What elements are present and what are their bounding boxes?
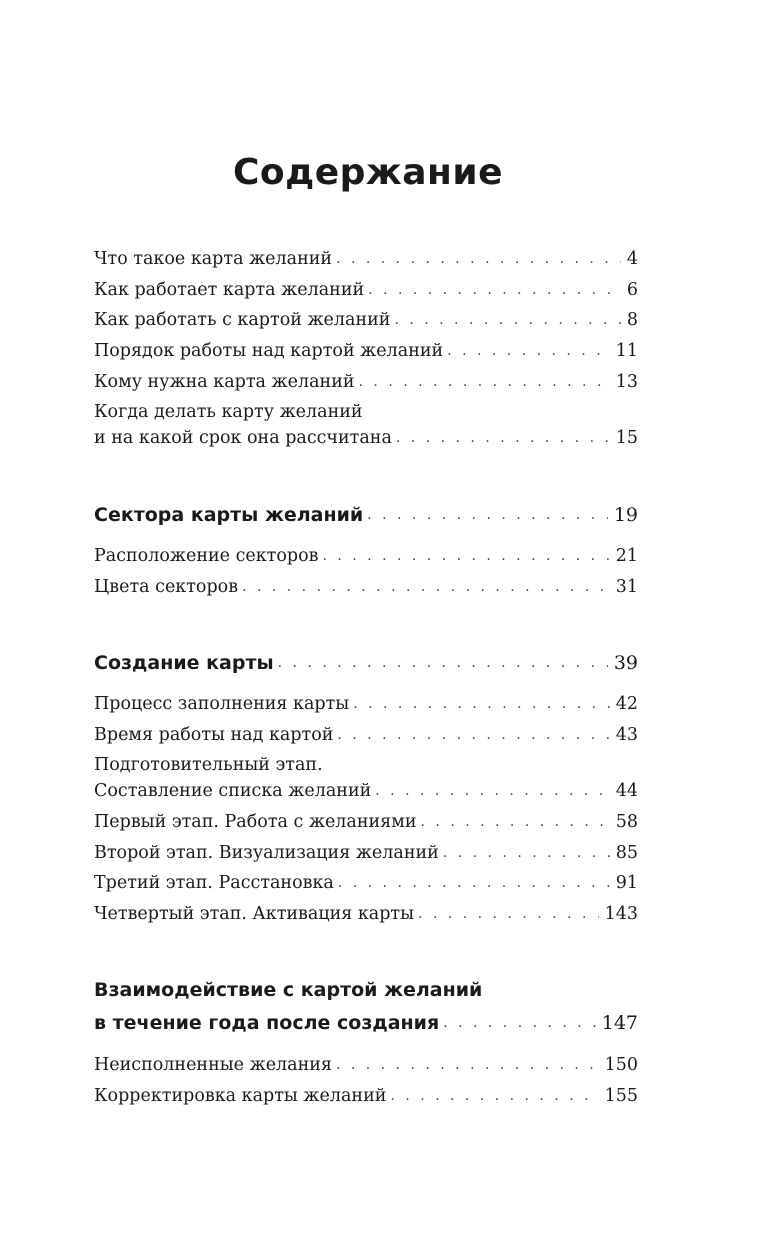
toc-entry-page: 4	[626, 249, 638, 269]
toc-entry-label: Неисполненные желания	[94, 1055, 332, 1075]
leader-dots	[359, 371, 610, 393]
toc-section-title: Создание карты	[94, 652, 274, 674]
toc-entry-page: 85	[615, 843, 638, 863]
page-title: Содержание	[232, 152, 504, 194]
toc-entry[interactable]	[94, 545, 638, 567]
toc-entry[interactable]	[94, 427, 638, 449]
toc-entry[interactable]	[94, 842, 638, 864]
leader-dots	[336, 1054, 599, 1076]
toc-entry-page: 13	[615, 372, 638, 392]
toc-entry[interactable]	[94, 279, 638, 301]
leader-dots	[368, 279, 621, 301]
leader-dots	[418, 903, 599, 925]
toc-entry-page: 39	[613, 652, 638, 674]
toc-entry-label-line1: Подготовительный этап.	[94, 755, 323, 775]
toc-entry-label: Кому нужна карта желаний	[94, 372, 355, 392]
leader-dots	[421, 811, 610, 833]
toc-entry-label: Второй этап. Визуализация желаний	[94, 843, 439, 863]
leader-dots	[353, 693, 610, 715]
toc-section-heading[interactable]	[94, 504, 638, 526]
toc-entry[interactable]	[94, 780, 638, 802]
toc-entry-label: Как работает карта желаний	[94, 280, 365, 300]
toc-entry-page: 8	[626, 310, 638, 330]
toc-entry-page: 6	[626, 280, 638, 300]
leader-dots	[338, 872, 610, 894]
leader-dots	[375, 780, 609, 802]
toc-entry-label: Третий этап. Расстановка	[94, 873, 334, 893]
toc-entry-label: Расположение секторов	[94, 546, 319, 566]
toc-entry[interactable]	[94, 811, 638, 833]
leader-dots	[396, 427, 610, 449]
leader-dots	[278, 652, 608, 674]
toc-section-title: Сектора карты желаний	[94, 504, 364, 526]
toc-entry-page: 19	[613, 504, 638, 526]
toc-entry-label: Первый этап. Работа с желаниями	[94, 812, 417, 832]
toc-entry-page: 147	[601, 1012, 638, 1034]
toc-entry-page: 143	[604, 904, 638, 924]
toc-entry[interactable]	[94, 724, 638, 746]
toc-entry-label: Четвертый этап. Активация карты	[94, 904, 415, 924]
toc-entry[interactable]	[94, 693, 638, 715]
toc-entry[interactable]	[94, 371, 638, 393]
toc-entry-page: 43	[615, 725, 638, 745]
toc-entry-label: Порядок работы над картой желаний	[94, 341, 444, 361]
toc-entry[interactable]	[94, 248, 638, 270]
toc-entry-label-line1: Когда делать карту желаний	[94, 402, 363, 422]
toc-entry-label: Цвета секторов	[94, 577, 239, 597]
toc-entry-page: 31	[615, 577, 638, 597]
leader-dots	[322, 545, 609, 567]
toc-entry-label: Как работать с картой желаний	[94, 310, 391, 330]
toc-entry-page: 42	[615, 694, 638, 714]
toc-entry-label: Что такое карта желаний	[94, 249, 333, 269]
toc-entry[interactable]	[94, 872, 638, 894]
toc-section-heading[interactable]	[94, 1012, 638, 1034]
toc-entry[interactable]	[94, 1085, 638, 1107]
toc-entry-label: Процесс заполнения карты	[94, 694, 350, 714]
toc-section-title: в течение года после создания	[94, 1012, 440, 1034]
leader-dots	[367, 504, 608, 526]
toc-entry-page: 11	[615, 341, 638, 361]
toc-entry[interactable]	[94, 903, 638, 925]
leader-dots	[337, 724, 609, 746]
toc-entry-page: 58	[615, 812, 638, 832]
leader-dots	[394, 309, 620, 331]
toc-section-title-line1: Взаимодействие с картой желаний	[94, 979, 483, 1001]
toc-entry-page: 44	[615, 781, 638, 801]
toc-entry-page: 155	[604, 1086, 638, 1106]
leader-dots	[242, 576, 610, 598]
toc-entry[interactable]	[94, 309, 638, 331]
toc-entry-label: Составление списка желаний	[94, 781, 372, 801]
leader-dots	[390, 1085, 598, 1107]
leader-dots	[443, 842, 610, 864]
toc-entry-page: 21	[615, 546, 638, 566]
toc-entry-label: Корректировка карты желаний	[94, 1086, 387, 1106]
toc-entry-label: Время работы над картой	[94, 725, 334, 745]
toc-section-heading[interactable]	[94, 652, 638, 674]
toc-entry-page: 150	[604, 1055, 638, 1075]
toc-entry-page: 15	[615, 428, 638, 448]
leader-dots	[443, 1012, 596, 1034]
toc-entry-page: 91	[615, 873, 638, 893]
leader-dots	[447, 340, 610, 362]
toc-entry[interactable]	[94, 576, 638, 598]
toc-entry-label: и на какой срок она рассчитана	[94, 428, 392, 448]
toc-entry[interactable]	[94, 1054, 638, 1076]
leader-dots	[336, 248, 621, 270]
toc-entry[interactable]	[94, 340, 638, 362]
